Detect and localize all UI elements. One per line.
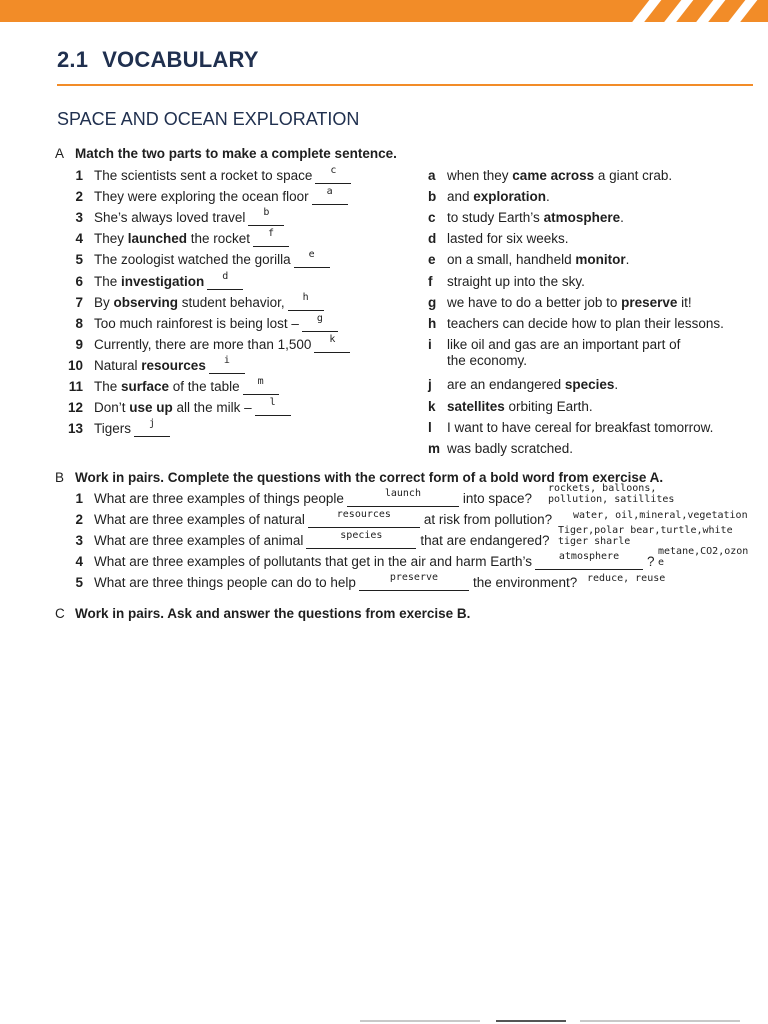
handwritten-note	[573, 510, 748, 521]
handwritten-answer: i	[223, 354, 230, 366]
answer-blank[interactable]	[347, 488, 459, 507]
option-letter: l	[428, 419, 432, 435]
answer-blank[interactable]	[248, 207, 284, 226]
option-letter: g	[428, 294, 437, 310]
option-letter: m	[428, 440, 441, 456]
handwritten-answer: resources	[336, 509, 391, 521]
handwritten-note	[658, 546, 748, 568]
text-part: They were exploring the ocean floor	[94, 189, 309, 205]
text-part: are an endangered	[447, 377, 565, 393]
note-line: Tiger,polar bear,turtle,white	[558, 525, 733, 537]
text-part: Natural	[94, 357, 142, 373]
page-title	[57, 47, 259, 73]
item-number: 7	[75, 294, 83, 310]
text-part: I want to have cereal for breakfast tomorrow.	[447, 419, 714, 435]
handwritten-note	[548, 483, 674, 505]
text-part: What are three things people can do to help	[94, 575, 356, 591]
page-footer	[0, 1018, 768, 1024]
stripe-decoration	[627, 0, 664, 22]
handwritten-answer: a	[326, 186, 333, 198]
text-part: What are three examples of pollutants that get in the air and harm Earth’s	[94, 554, 532, 570]
text-part: Don’t	[94, 400, 130, 416]
option-text	[447, 399, 593, 415]
item-text	[94, 312, 338, 332]
option-letter: b	[428, 189, 437, 205]
text-part: Currently, there are more than 1,500	[94, 336, 312, 352]
option-text	[447, 252, 629, 268]
text-part: at risk from pollution?	[423, 512, 553, 528]
item-number: 3	[75, 210, 83, 226]
item-text	[94, 354, 245, 374]
answer-blank[interactable]	[253, 228, 289, 247]
handwritten-answer: e	[308, 249, 315, 261]
text-part: .	[625, 252, 630, 268]
text-part: all the milk –	[172, 400, 252, 416]
stripe-decoration	[723, 0, 760, 22]
text-part: teachers can decide how to plan their lessons.	[447, 315, 724, 331]
option-letter: i	[428, 336, 432, 352]
handwritten-answer: preserve	[389, 572, 439, 584]
answer-blank[interactable]	[312, 186, 348, 205]
answer-blank[interactable]	[359, 572, 469, 591]
item-number: 2	[75, 189, 83, 205]
option-text	[447, 377, 618, 393]
option-letter: c	[428, 210, 436, 226]
text-part: She’s always loved travel	[94, 210, 246, 226]
item-number: 1	[75, 491, 83, 506]
handwritten-answer: atmosphere	[558, 551, 620, 563]
option-letter: a	[428, 168, 436, 183]
note-line: reduce, reuse	[587, 573, 666, 585]
option-letter: d	[428, 231, 437, 247]
text-part: on a small, handheld	[447, 252, 576, 268]
item-text	[94, 397, 291, 416]
note-line: water, oil,mineral,vegetation	[573, 510, 748, 522]
text-part: ?	[647, 554, 655, 570]
text-part: straight up into the sky.	[447, 273, 585, 289]
exercise-letter: B	[55, 470, 65, 485]
text-part: What are three examples of natural	[94, 512, 305, 528]
item-number: 13	[67, 421, 83, 437]
text-part: orbiting Earth.	[504, 398, 593, 414]
answer-blank[interactable]	[315, 165, 351, 184]
handwritten-answer: g	[316, 312, 323, 324]
bold-vocab-word: preserve	[621, 294, 678, 310]
text-part: the rocket	[187, 231, 251, 247]
exercise-letter: C	[55, 606, 65, 621]
exercise-instruction: Work in pairs. Ask and answer the questions from exercise B.	[75, 606, 471, 621]
question-text	[94, 572, 578, 591]
text-part: They	[94, 231, 128, 247]
note-line: pollution, satillites	[548, 494, 675, 505]
item-text	[94, 249, 330, 268]
item-number: 3	[75, 533, 83, 549]
handwritten-answer: j	[149, 418, 156, 430]
bold-vocab-word: surface	[121, 379, 170, 394]
text-part: The scientists sent a rocket to space	[94, 168, 313, 183]
handwritten-answer: species	[340, 530, 383, 542]
answer-blank[interactable]	[288, 291, 324, 311]
handwritten-note	[558, 525, 733, 547]
bold-vocab-word: satellites	[447, 398, 505, 414]
handwritten-answer: d	[222, 270, 229, 282]
text-part: the economy.	[447, 352, 528, 368]
text-part: What are three examples of animal	[94, 533, 304, 549]
item-text	[94, 333, 350, 353]
text-part: student behavior,	[178, 294, 285, 310]
answer-blank[interactable]	[134, 418, 170, 437]
item-text	[94, 228, 289, 247]
text-part: What are three examples of things people	[94, 491, 344, 506]
option-text	[447, 168, 672, 184]
option-text	[447, 441, 573, 457]
section-subtitle: SPACE AND OCEAN EXPLORATION	[57, 109, 360, 129]
option-text	[447, 274, 585, 290]
note-line: tiger sharle	[558, 536, 631, 548]
text-part: .	[546, 189, 550, 205]
bold-vocab-word: resources	[141, 357, 206, 373]
bold-vocab-word: exploration	[473, 189, 547, 205]
item-number: 8	[75, 315, 83, 331]
answer-blank[interactable]	[255, 397, 291, 416]
text-part: By	[94, 294, 114, 310]
note-line: e	[658, 557, 665, 569]
item-text	[94, 291, 324, 311]
text-part: The	[94, 379, 122, 394]
answer-blank[interactable]	[294, 249, 330, 268]
question-text	[94, 488, 532, 507]
text-part: Tigers	[94, 421, 132, 437]
bold-vocab-word: came across	[512, 168, 595, 183]
text-part: The zoologist watched the gorilla	[94, 252, 291, 268]
answer-blank[interactable]	[209, 354, 245, 374]
bold-vocab-word: investigation	[121, 273, 205, 289]
answer-blank[interactable]	[302, 312, 338, 332]
text-part: like oil and gas are an important part of	[447, 336, 681, 352]
text-part: of the table	[169, 379, 240, 394]
bold-vocab-word: atmosphere	[543, 210, 621, 226]
item-number: 2	[75, 512, 83, 528]
item-text	[94, 165, 351, 184]
option-letter: h	[428, 315, 437, 331]
handwritten-answer: k	[329, 333, 336, 345]
text-part: The	[94, 273, 122, 289]
text-part: lasted for six weeks.	[447, 231, 569, 247]
bold-vocab-word: species	[564, 377, 615, 393]
text-part: .	[614, 377, 619, 393]
option-text	[447, 189, 550, 205]
exercise-letter: A	[55, 146, 65, 161]
text-part: was badly scratched.	[447, 440, 574, 456]
text-part: into space?	[462, 491, 532, 506]
option-text	[447, 295, 692, 311]
top-accent-bar	[0, 0, 768, 22]
section-title: VOCABULARY	[102, 47, 259, 72]
handwritten-answer: h	[302, 291, 309, 303]
note-line: metane,CO2,ozon	[658, 546, 749, 558]
handwritten-answer: m	[257, 376, 264, 387]
option-text	[447, 210, 624, 226]
item-number: 10	[67, 357, 83, 373]
item-text	[94, 186, 348, 205]
handwritten-answer: launch	[384, 488, 421, 499]
text-part: to study Earth’s	[447, 210, 544, 226]
option-letter: k	[428, 398, 436, 414]
bold-vocab-word: observing	[113, 294, 179, 310]
text-part: that are endangered?	[420, 533, 550, 549]
section-number: 2.1	[57, 47, 89, 72]
item-number: 11	[68, 379, 83, 394]
answer-blank[interactable]	[306, 530, 416, 549]
text-part: we have to do a better job to	[447, 294, 622, 310]
title-divider	[57, 84, 753, 86]
option-letter: j	[428, 377, 432, 393]
option-text	[447, 231, 569, 247]
text-part: when they	[447, 168, 513, 183]
stripe-decoration	[659, 0, 696, 22]
item-text	[94, 376, 279, 395]
bold-vocab-word: monitor	[575, 252, 626, 268]
exercise-instruction: Work in pairs. Complete the questions with the correct form of a bold word from exercise A.	[75, 470, 664, 485]
item-number: 12	[67, 400, 83, 416]
item-text	[94, 207, 284, 226]
item-number: 5	[75, 252, 83, 268]
answer-blank[interactable]	[207, 270, 243, 290]
text-part: the environment?	[472, 575, 578, 591]
option-text	[447, 316, 724, 332]
handwritten-note	[587, 573, 665, 584]
handwritten-answer: f	[268, 228, 275, 240]
handwritten-answer: c	[330, 165, 337, 176]
text-part: and	[447, 189, 474, 205]
answer-blank[interactable]	[535, 551, 643, 570]
item-number: 4	[75, 554, 83, 570]
text-part: Too much rainforest is being lost –	[94, 315, 299, 331]
bold-vocab-word: launched	[127, 231, 188, 247]
footer-line	[360, 1020, 480, 1022]
footer-line	[496, 1020, 566, 1022]
text-part: a giant crab.	[594, 168, 673, 183]
bold-vocab-word: use up	[129, 400, 173, 416]
stripe-decoration	[691, 0, 728, 22]
answer-blank[interactable]	[308, 509, 420, 528]
footer-line	[580, 1020, 740, 1022]
question-text	[94, 509, 553, 528]
option-letter: e	[428, 252, 436, 268]
note-line: rockets, balloons,	[548, 483, 657, 494]
question-text	[94, 551, 655, 570]
item-number: 1	[75, 168, 83, 183]
item-text	[94, 418, 170, 437]
answer-blank[interactable]	[243, 376, 279, 395]
answer-blank[interactable]	[314, 333, 350, 353]
text-part: .	[620, 210, 624, 226]
handwritten-answer: b	[263, 207, 270, 219]
option-letter: f	[428, 273, 433, 289]
handwritten-answer: l	[269, 397, 276, 409]
item-number: 6	[75, 273, 83, 289]
text-part: it!	[677, 294, 692, 310]
option-text	[447, 420, 713, 436]
item-number: 4	[75, 231, 83, 247]
item-text	[94, 270, 243, 290]
question-text	[94, 530, 550, 549]
option-text	[447, 337, 680, 369]
item-number: 9	[75, 336, 83, 352]
item-number: 5	[75, 575, 83, 591]
exercise-instruction: Match the two parts to make a complete sentence.	[75, 146, 397, 161]
